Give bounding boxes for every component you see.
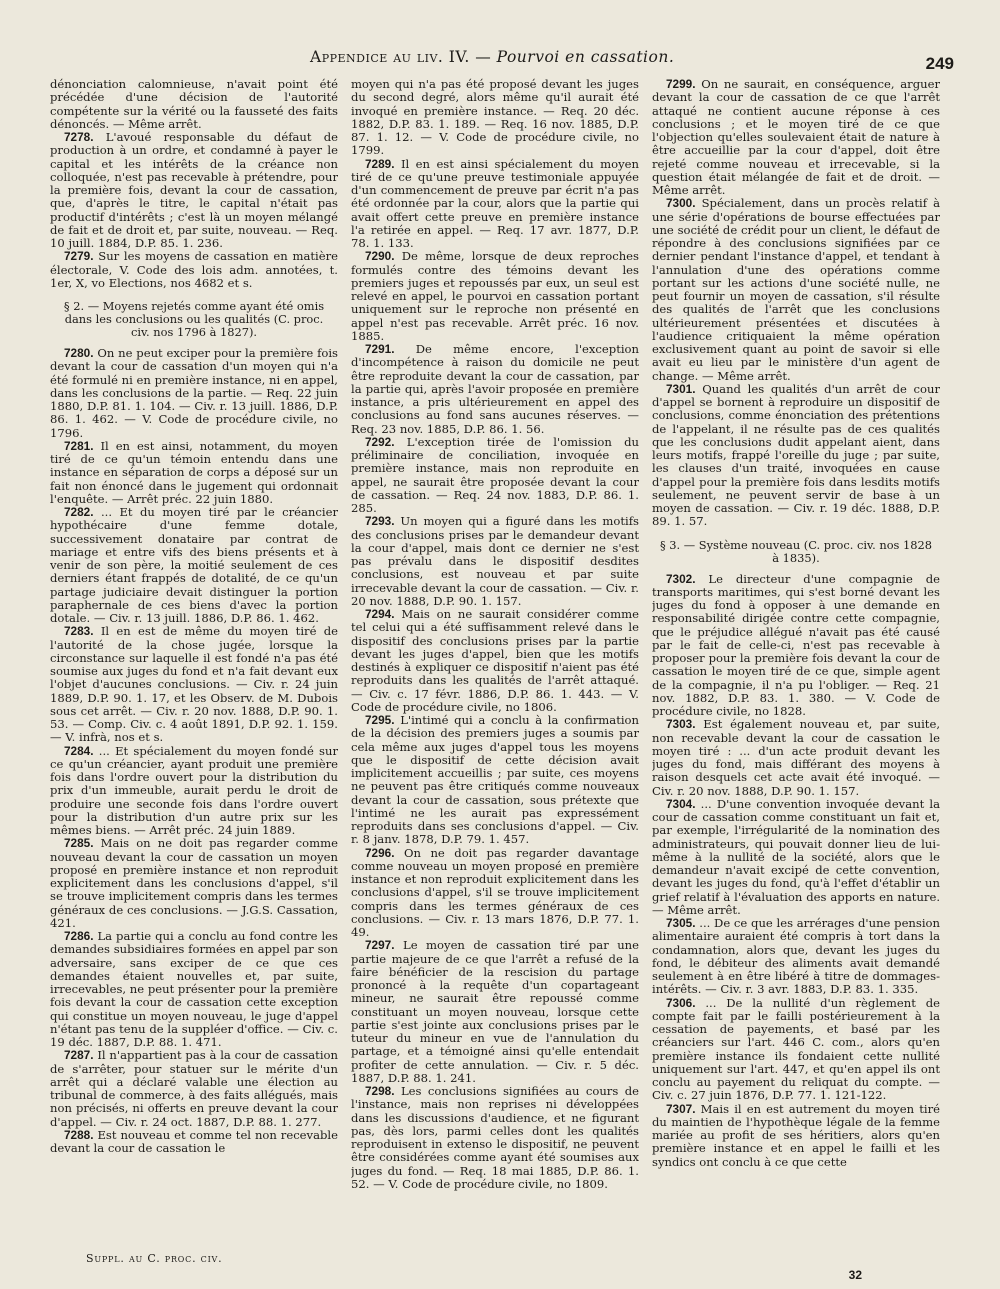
page-number: 249 — [925, 54, 954, 73]
paragraph-entry — [652, 718, 940, 798]
paragraph-entry — [50, 506, 338, 625]
column-middle — [351, 78, 639, 1238]
entry-number: 7294. — [365, 607, 395, 621]
entry-number: 7290. — [365, 249, 395, 264]
entry-number: 7305. — [666, 916, 696, 930]
paragraph-entry — [50, 745, 338, 838]
paragraph-entry — [50, 625, 338, 744]
column-left — [50, 78, 338, 1238]
section-heading: § 2. — Moyens rejetés comme ayant été omis dans les conclusions ou les qualités (C. proc. civ. nos 1796 à 1827). — [63, 299, 325, 339]
paragraph-entry — [351, 714, 639, 847]
column-right — [652, 78, 940, 1238]
entry-number: 7304. — [666, 796, 696, 811]
paragraph-entry — [351, 1085, 639, 1191]
paragraph-entry — [351, 343, 639, 436]
entry-text: Il en est ainsi, notamment, du moyen tiré de ce qu'un témoin entendu dans une instance en séparation de corps a déposé sur un fait non énoncé dans le jugement qui ordonnait l'enquête. — Arrêt préc. 22 juin 1880. — [50, 438, 338, 506]
entry-number: 7280. — [64, 346, 94, 360]
entry-number: 7298. — [365, 1084, 395, 1098]
entry-text: moyen qui n'a pas été proposé devant les juges du second degré, alors même qu'il aurait été invoqué en première instance. — Req. 20 déc. 1882, D.P. 83. 1. 189. — Req. 16 nov. 1885, D.P. 87. 1. 12. — V. Code de procédure civile, no 1799. — [351, 78, 639, 158]
page-header — [40, 48, 960, 74]
entry-number: 7287. — [64, 1048, 94, 1063]
entry-number: 7300. — [666, 196, 696, 211]
entry-text: Mais on ne doit pas regarder comme nouveau devant la cour de cassation un moyen proposé en première instance et non reproduit explicitement dans les conclusions d'appel, s'il se trouve implicitement compris dans les termes généraux de ces conclusions. — J.G.S. Cassation, 421. — [50, 836, 338, 930]
entry-text: Le directeur d'une compagnie de transports maritimes, qui s'est borné devant les juges du fond à opposer à une demande en responsabilité dirigée contre cette compagnie, que le préjudice allégué n'avait pas été causé par le fait de celle-ci, n'est pas recevable à proposer pour la première fois devant la cour de cassation le moyen tiré de ce que, simple agent de la compagnie, il n'a pu l'obliger. — Req. 21 nov. 1882, D.P. 83. 1. 380. — V. Code de procédure civile, no 1828. — [652, 571, 940, 718]
entry-text: Il n'appartient pas à la cour de cassation de s'arrêter, pour statuer sur le mérite d'un arrêt qui a déclaré valable une élection au tribunal de commerce, à des faits allégués, mais non précisés, ni offerts en preuve devant la cour d'appel. — Civ. r. 24 oct. 1887, D.P. 88. 1. 277. — [50, 1048, 338, 1129]
entry-text: ... De la nullité d'un règlement de compte fait par le failli postérieurement à la cessation de payements, et basé par les créanciers sur l'art. 446 C. com., alors qu'en première instance ils fondaient cette nullité uniquement sur l'art. 447, et qu'en appel ils ont conclu au payement du reliquat du compte. — Civ. c. 27 juin 1876, D.P. 77. 1. 121-122. — [652, 995, 940, 1103]
entry-text: Sur les moyens de cassation en matière électorale, V. Code des lois adm. annotées, t. 1er, X, vo Elections, nos 4682 et s. — [50, 249, 338, 290]
entry-number: 7278. — [64, 130, 94, 144]
entry-number: 7291. — [365, 342, 395, 356]
paragraph-entry — [652, 997, 940, 1103]
entry-text: On ne doit pas regarder davantage comme nouveau un moyen proposé en première instance et non reproduit explicitement dans les conclusions d'appel, s'il se trouve implicitement compris dans les termes généraux de ces conclusions. — Civ. r. 13 mars 1876, D.P. 77. 1. 49. — [351, 845, 639, 939]
paragraph-entry — [351, 78, 639, 158]
entry-number: 7293. — [365, 514, 395, 529]
entry-text: dénonciation calomnieuse, n'avait point été précédée d'une décision de l'autorité compétente sur la vérité ou la fausseté des faits dénoncés. — Même arrêt. — [50, 78, 338, 131]
entry-number: 7281. — [64, 438, 94, 453]
paragraph-entry — [652, 917, 940, 997]
entry-text: On ne peut exciper pour la première fois devant la cour de cassation d'un moyen qui n'a été formulé ni en première instance, ni en appel, dans les conclusions de la partie. — Req. 22 juin 1880, D.P. 81. 1. 104. — Civ. r. 13 juill. 1886, D.P. 86. 1. 462. — V. Code de procédure civile, no 1796. — [50, 346, 338, 440]
paragraph-entry — [50, 440, 338, 506]
entry-number: 7292. — [365, 434, 395, 449]
paragraph-entry — [50, 131, 338, 250]
footer-signature: Suppl. au C. proc. civ. — [86, 1252, 223, 1265]
paragraph-entry — [50, 930, 338, 1049]
entry-number: 7295. — [365, 713, 395, 727]
entry-text: De même encore, l'exception d'incompétence à raison du domicile ne peut être reproduite devant la cour de cassation, par la partie qui, après l'avoir proposée en première instance, a pris ultérieurement en appel des conclusions au fond sans aucunes réserves. — Req. 23 nov. 1885, D.P. 86. 1. 56. — [351, 342, 639, 436]
paragraph-entry — [652, 573, 940, 719]
entry-number: 7303. — [666, 717, 696, 732]
paragraph-entry — [50, 1049, 338, 1129]
entry-text: Est également nouveau et, par suite, non recevable devant la cour de cassation le moyen tiré : ... d'un acte produit devant les juges du fond, mais différant des moyens à raison desquels cet acte avait été invoqué. — Civ. r. 20 nov. 1888, D.P. 90. 1. 157. — [652, 717, 940, 798]
section-heading: § 3. — Système nouveau (C. proc. civ. nos 1828 à 1835). — [659, 537, 933, 565]
paragraph-entry — [351, 847, 639, 940]
entry-text: Un moyen qui a figuré dans les motifs des conclusions prises par le demandeur devant la cour d'appel, mais dont ce dernier ne s'est pas prévalu dans le dispositif desdites conclusions, est nouveau et par suite irrecevable devant la cour de cassation. — Civ. r. 20 nov. 1888, D.P. 90. 1. 157. — [351, 514, 639, 608]
running-head-main: Appendice au liv. IV. — — [310, 48, 497, 66]
paragraph-entry — [351, 939, 639, 1085]
entry-text: ... De ce que les arrérages d'une pension alimentaire auraient été compris à tort dans la condamnation, alors que, devant les juges du fond, le débiteur des aliments avait demandé seulement à en être libéré à titre de dommages-intérêts. — Civ. r. 3 avr. 1883, D.P. 83. 1. 335. — [652, 916, 940, 997]
paragraph-entry — [652, 383, 940, 529]
entry-text: La partie qui a conclu au fond contre les demandes subsidiaires formées en appel par son adversaire, sans exciper de ce que ces demandes étaient nouvelles et, par suite, irrecevables, ne peut présenter pour la première fois devant la cour de cassation cette exception qui constitue un moyen nouveau, le juge d'appel n'étant pas tenu de la suppléer d'office. — Civ. c. 19 déc. 1887, D.P. 88. 1. 471. — [50, 929, 338, 1049]
entry-text: ... Et spécialement du moyen fondé sur ce qu'un créancier, ayant produit une première fois dans l'ordre ouvert pour la distribution du prix d'un immeuble, aurait perdu le droit de produire une seconde fois dans l'ordre ouvert pour la distribution d'un autre prix sur les mêmes biens. — Arrêt préc. 24 juin 1889. — [50, 743, 338, 837]
entry-text: Spécialement, dans un procès relatif à une série d'opérations de bourse effectuées par une société de crédit pour un client, le défaut de répondre à des conclusions signifiées par ce dernier pendant l'instance d'appel, et tendant à l'annulation d'une des opérations comme portant sur les actions d'une société nulle, ne peut fournir un moyen de cassation, s'il résulte des qualités de l'arrêt que les conclusions ultérieurement présentées et discutées à l'audience critiquaient la même opération exclusivement quant au point de savoir si elle avait eu lieu par le ministère d'un agent de change. — Même arrêt. — [652, 196, 940, 383]
entry-number: 7285. — [64, 836, 94, 851]
entry-number: 7284. — [64, 743, 94, 758]
paragraph-entry — [50, 1129, 338, 1156]
entry-number: 7288. — [64, 1127, 94, 1142]
entry-number: 7282. — [64, 505, 94, 519]
entry-number: 7306. — [666, 995, 696, 1010]
entry-text: Mais il en est autrement du moyen tiré du maintien de l'hypothèque légale de la femme mariée au profit de ses héritiers, alors qu'en première instance et en appel le failli et les syndics ont conclu à ce que cette — [652, 1101, 940, 1169]
entry-text: On ne saurait, en conséquence, arguer devant la cour de cassation de ce que l'arrêt attaqué ne contient aucune réponse à ces conclusions ; et le moyen tiré de ce que l'objection qu'elles soulevaient était de nature à être accueillie par la cour d'appel, doit être rejeté comme nouveau et irrecevable, si la question était mélangée de fait et de droit. — Même arrêt. — [652, 78, 940, 197]
entry-text: L'exception tirée de l'omission du préliminaire de conciliation, invoquée en première instance, mais non reproduite en appel, ne saurait être proposée devant la cour de cassation. — Req. 24 nov. 1883, D.P. 86. 1. 285. — [351, 434, 639, 515]
entry-text: Il en est de même du moyen tiré de l'autorité de la chose jugée, lorsque la circonstance sur laquelle il est fondé n'a pas été soumise aux juges du fond et n'a fait devant eux l'objet d'aucunes conclusions. — Civ. r. 24 juin 1889, D.P. 90. 1. 17, et les Observ. de M. Dubois sous cet arrêt. — Civ. r. 20 nov. 1888, D.P. 90. 1. 53. — Comp. Civ. c. 4 août 1891, D.P. 92. 1. 159. — V. infrà, nos et s. — [50, 624, 338, 745]
paragraph-entry — [50, 837, 338, 930]
entry-text: L'intimé qui a conclu à la confirmation de la décision des premiers juges a soumis par cela même aux juges d'appel tous les moyens que le dispositif de cette décision avait implicitement accueillis ; par suite, ces moyens ne peuvent pas être critiqués comme nouveaux devant la cour de cassation, sous prétexte que l'intimé ne les aurait pas expressément reproduits dans ses conclusions d'appel. — Civ. r. 8 janv. 1878, D.P. 79. 1. 457. — [351, 713, 639, 847]
paragraph-entry — [652, 197, 940, 383]
entry-number: 7283. — [64, 624, 94, 639]
entry-number: 7301. — [666, 381, 696, 396]
paragraph-entry — [50, 250, 338, 290]
paragraph-entry — [351, 158, 639, 251]
entry-number: 7286. — [64, 929, 94, 943]
paragraph-entry — [652, 1103, 940, 1169]
paragraph-entry — [351, 436, 639, 516]
paragraph-entry — [50, 347, 338, 440]
entry-text: Quand les qualités d'un arrêt de cour d'appel se bornent à reproduire un dispositif de conclusions, comme énonciation des prétentions de l'appelant, il ne résulte pas de ces qualités que les conclusions dudit appelant aient, dans leurs motifs, frappé l'oreille du juge ; par suite, les clauses d'un traité, invoquées en cause d'appel pour la première fois dans lesdits motifs seulement, ne peuvent servir de base à un moyen de cassation. — Civ. r. 19 déc. 1888, D.P. 89. 1. 57. — [652, 381, 940, 529]
paragraph-entry — [351, 250, 639, 343]
text-columns — [50, 78, 940, 1238]
entry-text: Il en est ainsi spécialement du moyen tiré de ce qu'une preuve testimoniale appuyée d'un commencement de preuve par écrit n'a pas été ordonnée par la cour, alors que la partie qui avait offert cette preuve en première instance l'a retirée en appel. — Req. 17 avr. 1877, D.P. 78. 1. 133. — [351, 156, 639, 250]
entry-text: L'avoué responsable du défaut de production à un ordre, et condamné à payer le capital et les intérêts de la créance non colloquée, n'est pas recevable à prétendre, pour la première fois, devant la cour de cassation, que, d'après le titre, le capital n'était pas productif d'intérêts ; c'est là un moyen mélangé de fait et de droit et, par suite, nouveau. — Req. 10 juill. 1884, D.P. 85. 1. 236. — [50, 130, 338, 250]
paragraph-entry — [351, 608, 639, 714]
entry-number: 7302. — [666, 571, 696, 586]
entry-text: Mais on ne saurait considérer comme tel celui qui a été suffisamment relevé dans le dispositif des conclusions prises par la partie devant les juges d'appel, bien que les motifs destinés à expliquer ce dispositif n'aient pas été reproduits dans les qualités de l'arrêt attaqué. — Civ. c. 17 févr. 1886, D.P. 86. 1. 443. — V. Code de procédure civile, no 1806. — [351, 607, 639, 714]
entry-number: 7297. — [365, 938, 395, 953]
entry-number: 7279. — [64, 249, 94, 264]
entry-text: Le moyen de cassation tiré par une partie majeure de ce que l'arrêt a refusé de la faire bénéficier de la rescision du partage prononcé à la requête d'un copartageant mineur, ne saurait être repoussé comme constituant un moyen nouveau, lorsque cette partie s'est jointe aux conclusions prises par le tuteur du mineur en vue de l'annulation du partage, et a témoigné ainsi qu'elle entendait profiter de cette annulation. — Civ. r. 5 déc. 1887, D.P. 88. 1. 241. — [351, 938, 639, 1085]
paragraph-entry — [652, 78, 940, 197]
paragraph-entry — [351, 515, 639, 608]
entry-text: Est nouveau et comme tel non recevable devant la cour de cassation le — [50, 1127, 338, 1155]
footer-sheet-number: 32 — [848, 1268, 862, 1282]
entry-number: 7296. — [365, 845, 395, 860]
entry-text: ... Et du moyen tiré par le créancier hypothécaire d'une femme dotale, successivement donataire par contrat de mariage et entre vifs des biens présents et à venir de son père, la moitié seulement de ces derniers étant frappés de dotalité, de ce qu'un partage judiciaire devait distinguer la portion paraphernale de ces biens d'avec la portion dotale. — Civ. r. 13 juill. 1886, D.P. 86. 1. 462. — [50, 505, 338, 625]
paragraph-entry — [652, 798, 940, 917]
entry-number: 7289. — [365, 156, 395, 171]
running-head-subtitle: Pourvoi en cassation. — [496, 48, 675, 66]
paragraph-entry — [50, 78, 338, 131]
running-head — [310, 48, 674, 66]
entry-number: 7307. — [666, 1101, 696, 1116]
entry-number: 7299. — [666, 78, 696, 91]
entry-text: ... D'une convention invoquée devant la cour de cassation comme constituant un fait et, par exemple, l'irrégularité de la nomination des administrateurs, qui pouvait donner lieu de lui-même à la nullité de la société, alors que le demandeur n'avait excipé de cette convention, devant les juges du fond, qu'à l'effet d'établir un grief relatif à l'évaluation des apports en nature. — Même arrêt. — [652, 796, 940, 917]
entry-text: De même, lorsque de deux reproches formulés contre des témoins devant les premiers juges et repoussés par eux, un seul est relevé en appel, le pourvoi en cassation portant uniquement sur le reproche non présenté en appel n'est pas recevable. Arrêt préc. 16 nov. 1885. — [351, 249, 639, 343]
entry-text: Les conclusions signifiées au cours de l'instance, mais non reprises ni développées dans les discussions d'audience, et ne figurant pas, dès lors, parmi celles dont les qualités reproduisent in extenso le dispositif, ne peuvent être considérées comme ayant été soumises aux juges du fond. — Req. 18 mai 1885, D.P. 86. 1. 52. — V. Code de procédure civile, no 1809. — [351, 1084, 639, 1191]
